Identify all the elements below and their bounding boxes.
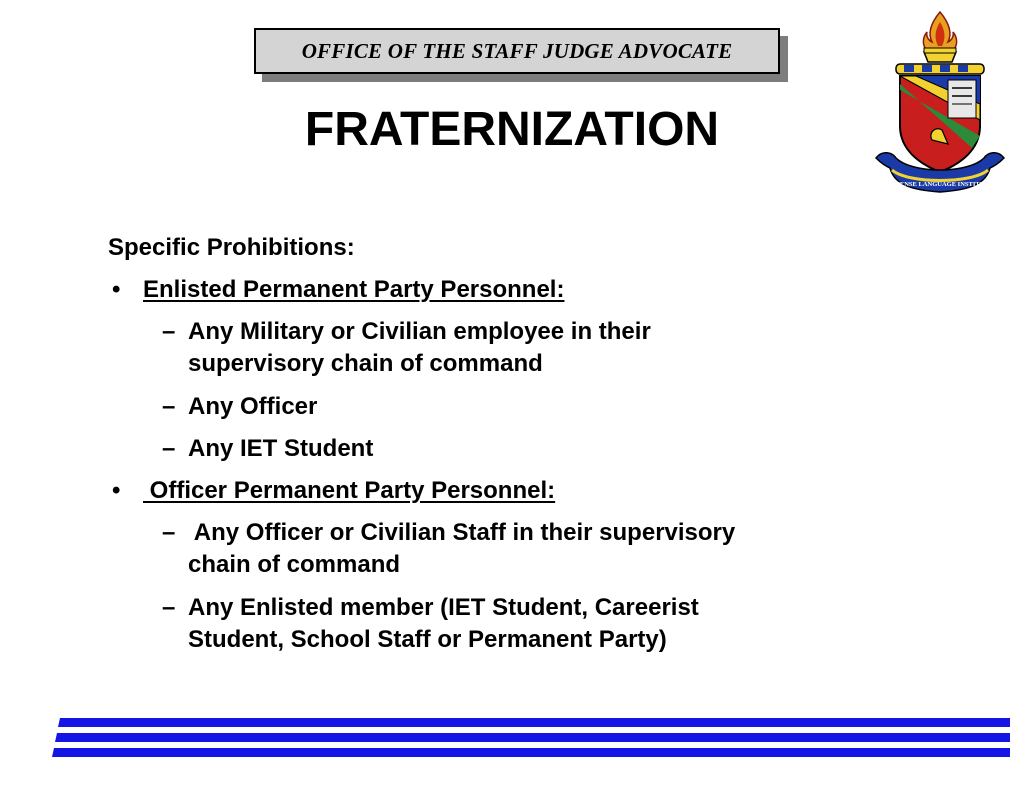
footer-stripe [58, 718, 1010, 727]
sub-item-line: Any Officer [188, 393, 318, 420]
footer-stripe [55, 733, 1010, 742]
dash-glyph: – [162, 435, 176, 462]
dli-crest-icon [872, 8, 1008, 194]
sub-item-line: chain of command [188, 551, 401, 578]
dash-glyph: – [162, 519, 176, 546]
office-name: OFFICE OF THE STAFF JUDGE ADVOCATE [301, 38, 733, 63]
sub-item-line: Any Military or Civilian employee in their [188, 318, 651, 345]
bullet-officer-label: Officer Permanent Party Personnel: [143, 477, 556, 504]
bullet-glyph: • [112, 276, 121, 303]
office-header [254, 28, 780, 74]
header-box [254, 28, 780, 74]
sub-item-line: Any Officer or Civilian Staff in their supervisory [188, 519, 736, 546]
bullet-enlisted-label: Enlisted Permanent Party Personnel: [143, 276, 565, 303]
dash-glyph: – [162, 393, 176, 420]
dash-glyph: – [162, 318, 176, 345]
sub-item-line: Any Enlisted member (IET Student, Careerist [188, 594, 699, 621]
footer-stripe [52, 748, 1010, 757]
crest-ribbon-text: DEFENSE LANGUAGE INSTITUTE [886, 181, 994, 188]
section-heading: Specific Prohibitions: [108, 234, 355, 261]
sub-item-line: supervisory chain of command [188, 350, 543, 377]
dash-glyph: – [162, 594, 176, 621]
slide-title: FRATERNIZATION [304, 103, 720, 156]
sub-item-line: Student, School Staff or Permanent Party) [188, 626, 667, 653]
sub-item-line: Any IET Student [188, 435, 374, 462]
footer-stripes [52, 716, 1012, 760]
bullet-glyph: • [112, 477, 121, 504]
